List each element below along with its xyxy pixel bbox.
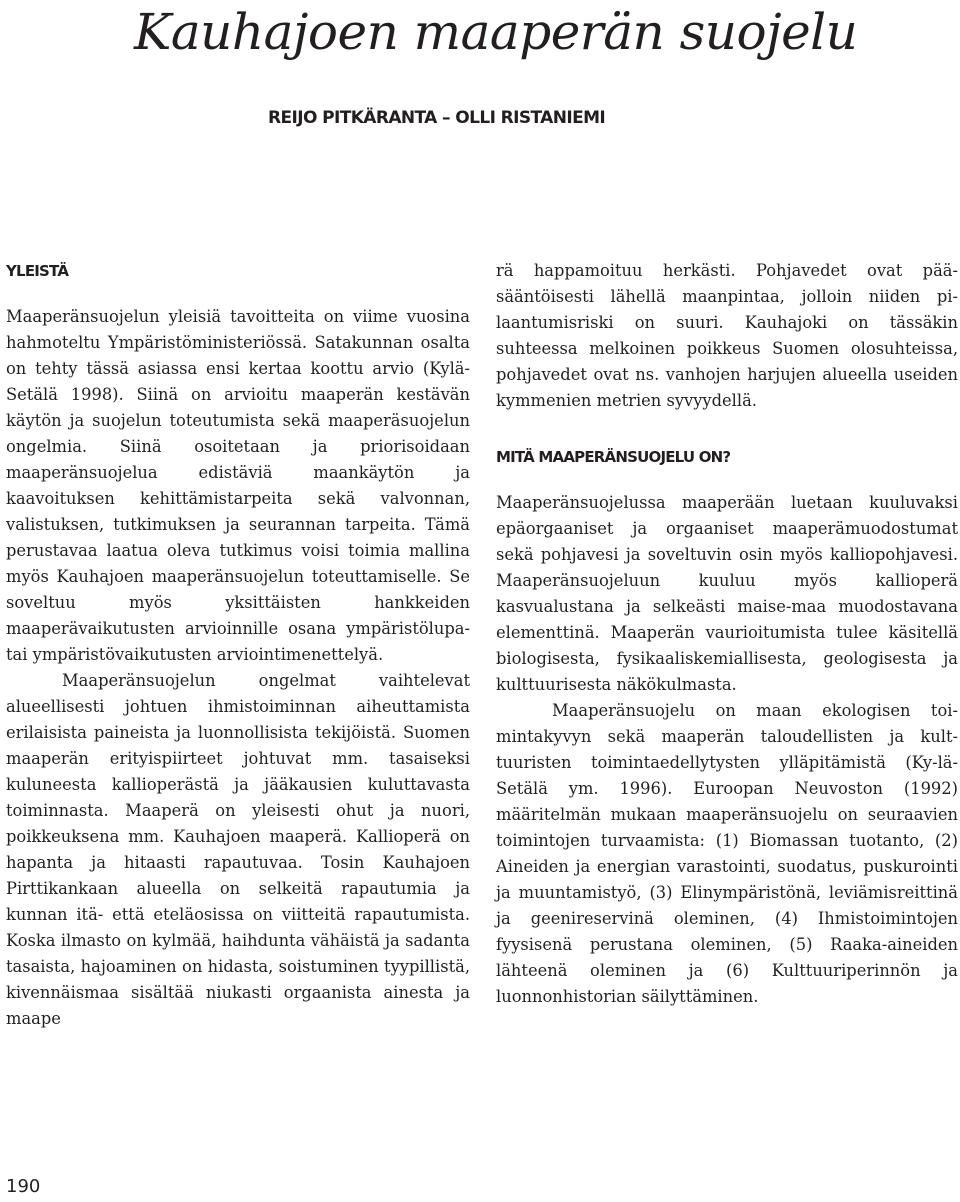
paragraph: Maaperänsuojelussa maaperään luetaan kuuluvaksi epäorgaaniset ja orgaaniset maaperämuodostumat sekä pohjavesi ja soveltuvin osin myös kalliopohjavesi. Maaperänsuojeluun kuuluu myös kallioperä kasvualustana ja selkeästi maise-maa muodostavana elementtinä. Maaperän vaurioitumista tulee käsitellä biologisesta, fysikaaliskemiallisesta, geologisesta ja kulttuurisesta näkökulmasta.: [496, 493, 958, 694]
paragraph: Maaperänsuojelun yleisiä tavoitteita on viime vuosina hahmoteltu Ympäristöministeriössä. Satakunnan osalta on tehty tässä asiassa ensi kertaa koottu arvio (Kylä-Setälä 1998). Siinä on arvioitu maaperän kestävän käytön ja suojelun toteutumista sekä maaperäsuojelun ongelmia. Siinä osoitetaan ja priorisoidaan maaperänsuojelua edistäviä maankäytön ja kaavoituksen kehittämistarpeita sekä valvonnan, valistuksen, tutkimuksen ja seurannan tarpeita. Tämä perustavaa laatua oleva tutkimus voisi toimia mallina myös Kauhajoen maaperänsuojelun toteuttamiselle. Se soveltuu myös yksittäisten hankkeiden maaperävaikutusten arvioinnille osana ympäristölupa- tai ympäristövaikutusten arviointimenettelyä.: [6, 307, 470, 664]
section-heading-mita-maaperansuojelu-on: MITÄ MAAPERÄNSUOJELU ON?: [496, 448, 731, 466]
right-column: [496, 258, 958, 1010]
section-heading-yleista: YLEISTÄ: [6, 262, 69, 280]
article-title: Kauhajoen maaperän suojelu: [134, 3, 858, 61]
article-authors: REIJO PITKÄRANTA – OLLI RISTANIEMI: [268, 108, 606, 128]
paragraph: Maaperänsuojelun ongelmat vaihtelevat alueellisesti johtuen ihmistoiminnan aiheuttamista erilaisista paineista ja luonnollisista tekijöistä. Suomen maaperän erityispiirteet johtuvat mm. tasaiseksi kuluneesta kallioperästä ja jääkausien kuluttavasta toiminnasta. Maaperä on yleisesti ohut ja nuori, poikkeuksena mm. Kauhajoen maaperä. Kallioperä on hapanta ja hitaasti rapautuvaa. Tosin Kauhajoen Pirttikankaan alueella on selkeitä rapautumia ja kunnan itä- että eteläosissa on viitteitä rapautumista. Koska ilmasto on kylmää, haihdunta vähäistä ja sadanta tasaista, hajoaminen on hidasta, soistuminen tyypillistä, kivennäismaa sisältää niukasti orgaanista ainesta ja maape: [6, 671, 470, 1028]
paragraph-continued: rä happamoituu herkästi. Pohjavedet ovat pääsääntöisesti lähellä maanpintaa, jolloin niiden pilaantumisriski on suuri. Kauhajoki on tässäkin suhteessa melkoinen poikkeus Suomen olosuhteissa, pohjavedet ovat ns. vanhojen harjujen alueella useiden kymmenien metrien syvyydellä.: [496, 261, 958, 410]
left-column: [6, 258, 470, 1032]
page-number: 190: [6, 1176, 41, 1197]
paragraph: Maaperänsuojelu on maan ekologisen toimintakyvyn sekä maaperän taloudellisten ja kulttuuristen toimintaedellytysten ylläpitämistä (Ky-lä-Setälä ym. 1996). Euroopan Neuvoston (1992) määritelmän mukaan maaperänsuojelu on seuraavien toimintojen turvaamista: (1) Biomassan tuotanto, (2) Aineiden ja energian varastointi, suodatus, puskurointi ja muuntamistyö, (3) Elinympäristönä, leviämisreittinä ja geenireservinä oleminen, (4) Ihmistoimintojen fyysisenä perustana oleminen, (5) Raaka-aineiden lähteenä oleminen ja (6) Kulttuuriperinnön ja luonnonhistorian säilyttäminen.: [496, 701, 958, 1006]
